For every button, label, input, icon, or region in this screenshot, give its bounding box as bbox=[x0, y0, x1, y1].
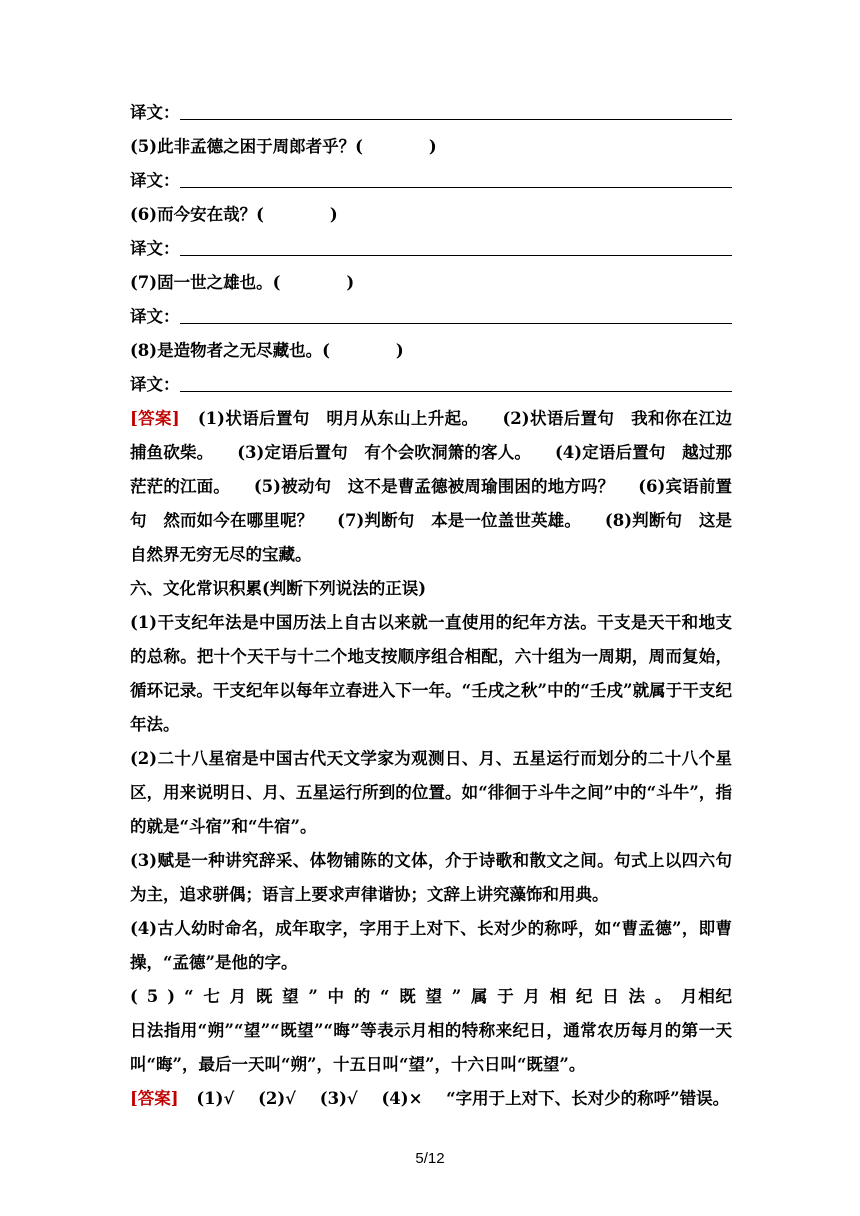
knowledge-item-2: (2)二十八星宿是中国古代天文学家为观测日、月、五星运行而划分的二十八个星区，用来说明日、月、五星运行所到的位置。如“徘徊于斗牛之间”中的“斗牛”，指的就是“斗宿”和“牛宿”。 bbox=[130, 749, 732, 836]
answer-item: (2)√ bbox=[258, 1089, 297, 1108]
knowledge-item-1: (1)干支纪年法是中国历法上自古以来就一直使用的纪年方法。干支是天干和地支的总称。把十个天干与十二个地支按顺序组合相配，六十组为一周期，周而复始，循环记录。干支纪年以每年立春进入下一年。“壬戌之秋”中的“壬戌”就属于干支纪年法。 bbox=[130, 613, 732, 734]
translation-label: 译文： bbox=[130, 239, 180, 258]
question-text: (5)此非孟德之困于周郎者乎？( bbox=[130, 137, 363, 156]
translation-line bbox=[130, 96, 732, 130]
translation-line bbox=[130, 164, 732, 198]
answer-tag: [答案] bbox=[130, 409, 180, 428]
answer-item: (4)定语后置句 越过那茫茫的江面。 bbox=[130, 443, 732, 496]
translation-blank[interactable] bbox=[180, 391, 733, 392]
translation-blank[interactable] bbox=[180, 323, 733, 324]
close-paren: ) bbox=[329, 205, 338, 224]
answer-item: (6)宾语前置句 然而如今在哪里呢？ bbox=[130, 477, 732, 530]
answer-item: (1)√ bbox=[196, 1089, 235, 1108]
answer-item: (5)被动句 这不是曹孟德被周瑜围困的地方吗？ bbox=[253, 477, 615, 496]
close-paren: ) bbox=[428, 137, 437, 156]
translation-line bbox=[130, 232, 732, 266]
knowledge-item-5-rest: 月相纪日法指用“朔”“望”“既望”“晦”等表示月相的特称来纪日，通常农历每月的第一天叫“晦”，最后一天叫“朔”，十五日叫“望”，十六日叫“既望”。 bbox=[130, 987, 733, 1074]
knowledge-item-5 bbox=[130, 980, 732, 1082]
answer-item: (3)√ bbox=[319, 1089, 358, 1108]
question-5 bbox=[130, 130, 732, 164]
answer-tag: [答案] bbox=[130, 1089, 179, 1108]
translation-line bbox=[130, 368, 732, 402]
translation-label: 译文： bbox=[130, 375, 180, 394]
question-text: (8)是造物者之无尽藏也。( bbox=[130, 341, 330, 360]
question-text: (6)而今安在哉？( bbox=[130, 205, 264, 224]
answer-item: (1)状语后置句 明月从东山上升起。 bbox=[197, 409, 479, 428]
question-text: (7)固一世之雄也。( bbox=[130, 273, 281, 292]
question-6 bbox=[130, 198, 732, 232]
section-heading: 六、文化常识积累(判断下列说法的正误) bbox=[130, 579, 427, 598]
close-paren: ) bbox=[346, 273, 355, 292]
translation-blank[interactable] bbox=[180, 119, 733, 120]
translation-label: 译文： bbox=[130, 103, 180, 122]
answer-block-2 bbox=[130, 1082, 732, 1116]
question-8 bbox=[130, 334, 732, 368]
translation-line bbox=[130, 300, 732, 334]
knowledge-item-5-head: (5)“七月既望”中的“既望”属于月相纪日法。 bbox=[130, 987, 682, 1006]
answer-item: (7)判断句 本是一位盖世英雄。 bbox=[337, 511, 582, 530]
translation-label: 译文： bbox=[130, 171, 180, 190]
page-number: 5/12 bbox=[415, 1150, 445, 1167]
answer-item: (8)判断句 这是自然界无穷无尽的宝藏。 bbox=[130, 511, 732, 564]
translation-blank[interactable] bbox=[180, 187, 733, 188]
answer-note: “字用于上对下、长对少的称呼”错误。 bbox=[446, 1089, 730, 1108]
question-7 bbox=[130, 266, 732, 300]
answer-item: (4)× bbox=[381, 1089, 423, 1108]
answer-item: (3)定语后置句 有个会吹洞箫的客人。 bbox=[237, 443, 532, 462]
answer-block-1 bbox=[130, 402, 732, 572]
document-page bbox=[130, 96, 732, 1116]
knowledge-item-4: (4)古人幼时命名，成年取字，字用于上对下、长对少的称呼，如“曹孟德”，即曹操，“孟德”是他的字。 bbox=[130, 919, 732, 972]
close-paren: ) bbox=[395, 341, 404, 360]
translation-blank[interactable] bbox=[180, 255, 733, 256]
translation-label: 译文： bbox=[130, 307, 180, 326]
answer-item: (2)状语后置句 我和你在江边捕鱼砍柴。 bbox=[130, 409, 732, 462]
knowledge-item-3: (3)赋是一种讲究辞采、体物铺陈的文体，介于诗歌和散文之间。句式上以四六句为主，追求骈偶；语言上要求声律谐协；文辞上讲究藻饰和用典。 bbox=[130, 851, 732, 904]
